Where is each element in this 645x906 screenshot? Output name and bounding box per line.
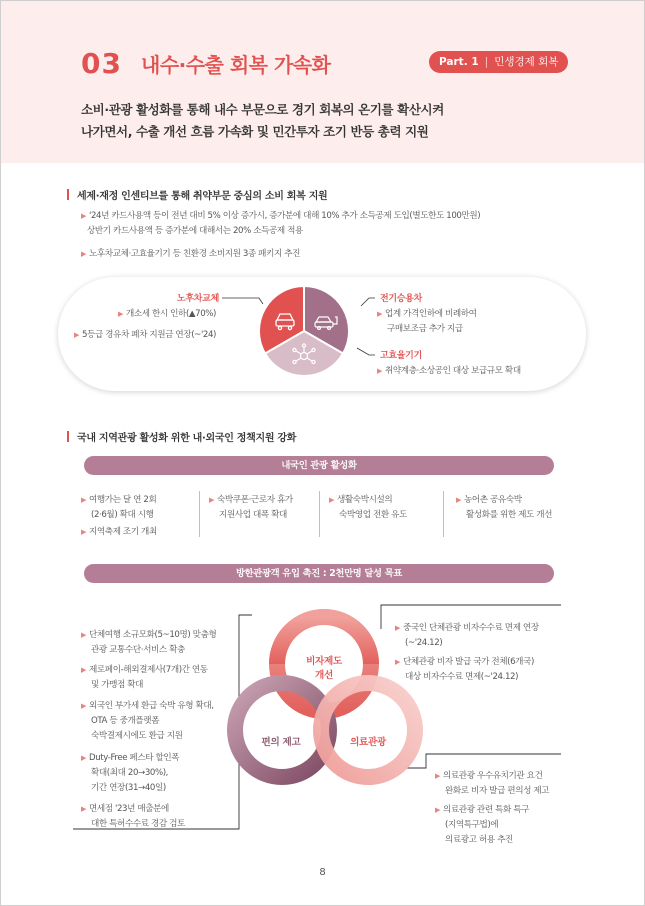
bullet-text: 취약계층·소상공인 대상 보급규모 확대 <box>384 366 521 376</box>
convenience-item <box>81 751 179 796</box>
arrow-icon: ▶ <box>395 658 400 666</box>
arrow-icon: ▶ <box>329 496 334 504</box>
convenience-item <box>81 663 208 693</box>
arrow-icon: ▶ <box>81 702 86 710</box>
arrow-icon: ▶ <box>81 496 86 504</box>
bullet-text: 및 가맹점 확대 <box>91 680 144 690</box>
bullet-text: 외국인 부가세 환급 숙박 유형 확대, <box>88 701 214 711</box>
ev-title: 전기승용차 <box>380 294 422 304</box>
bullet-text: 구매보조금 추가 지급 <box>387 324 463 334</box>
medical-item <box>435 803 529 848</box>
arrow-icon: ▶ <box>395 624 400 632</box>
arrow-icon: ▶ <box>435 806 440 814</box>
arrow-icon: ▶ <box>377 367 382 375</box>
bullet-text: 확대(최대 20→30%), <box>91 768 169 778</box>
bullet-text: 상반기 카드사용액 등 증가분에 대해서는 20% 소득공제 적용 <box>87 226 303 236</box>
bullet-text: 완화로 비자 발급 편의성 제고 <box>445 786 550 796</box>
bullet-text: 의료관광 우수유치기관 요건 <box>442 771 543 781</box>
medical-item <box>435 769 549 799</box>
bullet-text: 노후차교체·고효율기기 등 친환경 소비지원 3종 패키지 추진 <box>88 249 301 259</box>
bullet-text: 생활숙박시설의 <box>336 495 393 505</box>
bullet-text: 관광 교통수단·서비스 확충 <box>91 645 185 655</box>
part-name: 민생경제 회복 <box>494 56 559 68</box>
bullet-text: 의료광고 허용 추진 <box>445 835 513 845</box>
bullet-text: 5등급 경유차 폐차 지원금 연장(~'24) <box>81 330 217 340</box>
arrow-icon: ▶ <box>377 310 382 318</box>
section-title: 내수·수출 회복 가속화 <box>141 53 331 77</box>
bullet-text: (2·6월) 확대 시행 <box>91 510 154 520</box>
bullet-text: 지원사업 대폭 확대 <box>219 510 287 520</box>
convenience-item <box>81 802 185 832</box>
bullet-text: 기간 연장(31→40일) <box>91 783 166 793</box>
subsection-heading-text: 국내 지역관광 활성화 위한 내·외국인 정책지원 강화 <box>77 433 297 444</box>
arrow-icon: ▶ <box>81 631 86 639</box>
foreign-tourism-bar: 방한관광객 유입 촉진 : 2천만명 달성 목표 <box>84 564 554 583</box>
part-badge: Part. 1 | 민생경제 회복 <box>429 51 568 73</box>
arrow-icon: ▶ <box>74 331 79 339</box>
bullet-text: 단체여행 소규모화(5~10명) 맞춤형 <box>88 630 217 640</box>
part-label: Part. 1 <box>439 56 479 68</box>
bullet-text: (~'24.12) <box>405 638 443 648</box>
bullet-text: 농어촌 공유숙박 <box>463 495 522 505</box>
bullet-text: 의료관광 관련 특화 특구 <box>442 805 529 815</box>
subsection-heading-text: 세제·재정 인센티브를 통해 취약부문 중심의 소비 회복 지원 <box>77 191 328 202</box>
bullet-text: 면세점 '23년 매출분에 <box>88 804 169 814</box>
venn-label-convenience: 편의 제고 <box>261 737 301 748</box>
venn-label-text: 비자제도 <box>306 656 342 667</box>
page-number: 8 <box>319 867 326 878</box>
bullet-text: 단체관광 비자 발급 국가 전체(6개국) <box>402 657 534 667</box>
visa-item <box>395 621 539 651</box>
arrow-icon: ▶ <box>81 250 86 258</box>
visa-item <box>395 655 534 685</box>
bullet-text: '24년 카드사용액 등이 전년 대비 5% 이상 증가시, 증가분에 대해 10% 추가 소득공제 도입(별도한도 100만원) <box>88 211 481 221</box>
arrow-icon: ▶ <box>81 754 86 762</box>
arrow-icon: ▶ <box>456 496 461 504</box>
bullet-text: 업계 가격인하에 비례하여 <box>384 309 477 319</box>
bullet-text: 대상 비자수수료 면제(~'24.12) <box>405 672 519 682</box>
bullet-text: 중국인 단체관광 비자수수료 면제 연장 <box>402 623 539 633</box>
arrow-icon: ▶ <box>81 805 86 813</box>
bullet-text: 개소세 한시 인하(▲70%) <box>125 309 216 319</box>
bullet-text: 제로페이-해외결제사(7개)간 연동 <box>88 665 208 675</box>
lead-line: 소비·관광 활성화를 통해 내수 부문으로 경기 회복의 온기를 확산시켜 <box>81 102 444 117</box>
bullet-text: 활성화를 위한 제도 개선 <box>466 510 553 520</box>
bullet-text: 숙박쿠폰·근로자 휴가 <box>216 495 293 505</box>
arrow-icon: ▶ <box>435 772 440 780</box>
domestic-tourism-bar: 내국인 관광 활성화 <box>84 456 554 475</box>
convenience-item <box>81 628 216 658</box>
bullet-text: 대한 특허수수료 경감 검토 <box>91 819 185 829</box>
bullet-text: 지역축제 조기 개최 <box>88 527 157 537</box>
section-number: 03 <box>81 47 122 80</box>
venn-label-text: 개선 <box>315 670 333 681</box>
venn-label-medical: 의료관광 <box>350 737 386 748</box>
venn-label-visa <box>294 655 354 683</box>
lead-line: 나가면서, 수출 개선 흐름 가속화 및 민간투자 조기 반등 총력 지원 <box>81 124 429 139</box>
bullet-text: 여행가는 달 연 2회 <box>88 495 157 505</box>
bullet-text: Duty-Free 페스타 할인폭 <box>88 753 180 763</box>
arrow-icon: ▶ <box>81 212 86 220</box>
bullet-text: (지역특구법)에 <box>445 820 499 830</box>
arrow-icon: ▶ <box>209 496 214 504</box>
convenience-item <box>81 699 214 744</box>
connector-medical <box>406 754 561 768</box>
bullet-text: OTA 등 중개플랫폼 <box>91 716 160 726</box>
bullet-text: 숙박영업 전환 유도 <box>339 510 407 520</box>
eff-title: 고효율기기 <box>380 351 422 361</box>
arrow-icon: ▶ <box>81 528 86 536</box>
arrow-icon: ▶ <box>118 310 123 318</box>
bullet-text: 숙박결제시에도 환급 지원 <box>91 731 183 741</box>
car-title: 노후차교체 <box>177 294 219 304</box>
arrow-icon: ▶ <box>81 666 86 674</box>
